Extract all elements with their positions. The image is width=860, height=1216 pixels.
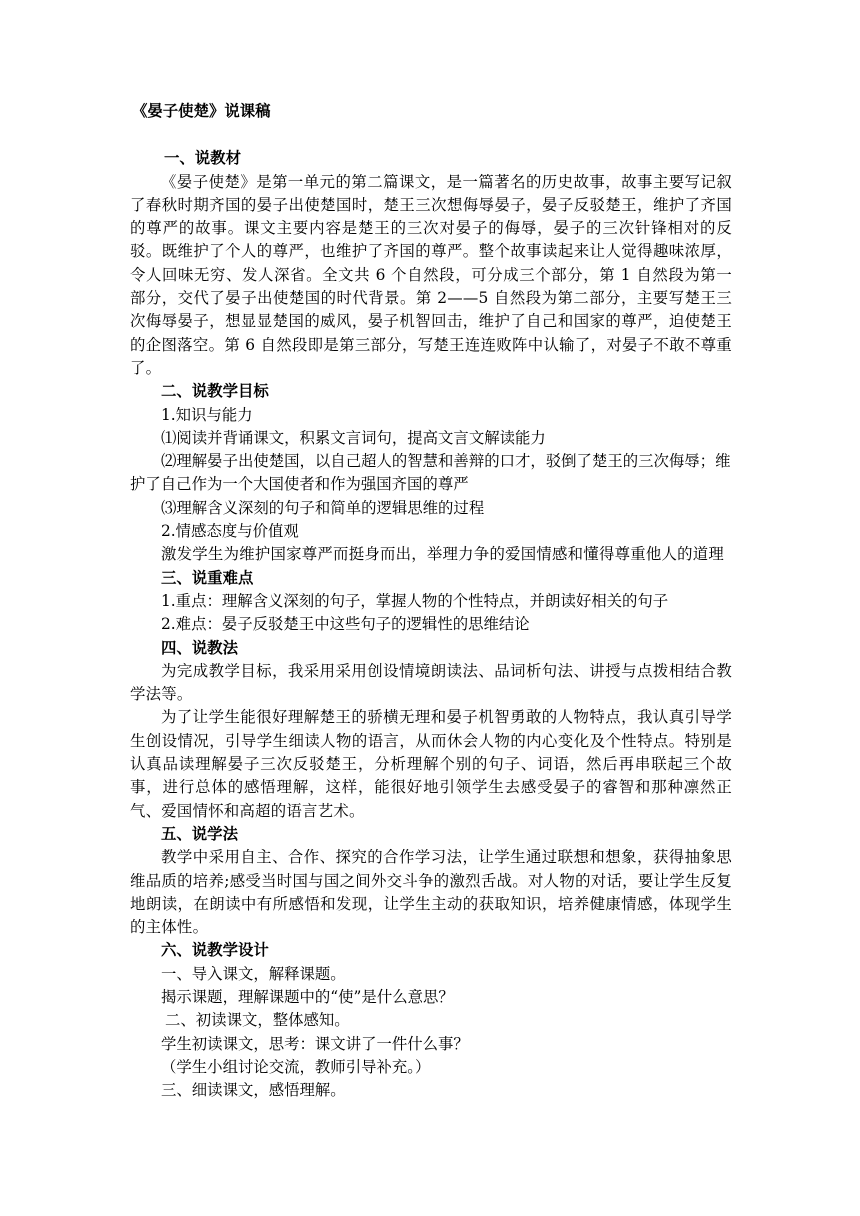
teaching-method-paragraph-2: 为了让学生能很好理解楚王的骄横无理和晏子机智勇敢的人物特点，我认真引导学生创设情况，引导学生细读人物的语言，从而休会人物的内心变化及个性特点。特别是认真品读理解晏子三次反驳楚王，分析理解个别的句子、词语，然后再串联起三个故事，进行总体的感悟理解，这样，能很好地引领学生去感受晏子的睿智和那种凛然正气、爱国情怀和高超的语言艺术。: [130, 708, 732, 820]
objective-subheading-knowledge: 1.知识与能力: [161, 405, 253, 424]
section-heading-objectives: 二、说教学目标: [161, 382, 269, 401]
section-heading-design: 六、说教学设计: [161, 941, 269, 960]
section-heading-key-points: 三、说重难点: [161, 568, 254, 587]
teaching-method-paragraph-1: 为完成教学目标，我采用采用创设情境朗读法、品词析句法、讲授与点拨相结合教学法等。: [130, 661, 732, 704]
design-step-1: 一、导入课文，解释课题。: [161, 964, 346, 983]
key-point-line: 1.重点：理解含义深刻的句子，掌握人物的个性特点，并朗读好相关的句子: [161, 591, 669, 610]
document-title: 《晏子使楚》说课稿: [132, 102, 271, 120]
design-step-2-detail: 学生初读课文，思考：课文讲了一件什么事？: [161, 1034, 469, 1053]
section-heading-learning-method: 五、说学法: [161, 824, 238, 843]
objective-emotion-paragraph: 激发学生为维护国家尊严而挺身而出，举理力争的爱国情感和懂得尊重他人的道理: [161, 545, 725, 564]
section-heading-textbook: 一、说教材: [164, 149, 241, 168]
document-page: [130, 100, 732, 1102]
textbook-paragraph: 《晏子使楚》是第一单元的第二篇课文，是一篇著名的历史故事，故事主要写记叙了春秋时期齐国的晏子出使楚国时，楚王三次想侮辱晏子，晏子反驳楚王，维护了齐国的尊严的故事。课文主要内容是楚王的三次对晏子的侮辱，晏子的三次针锋相对的反驳。既维护了个人的尊严，也维护了齐国的尊严。整个故事读起来让人觉得趣味浓厚，令人回味无穷、发人深省。全文共 6 个自然段，可分成三个部分，第 1 自然段为第一部分，交代了晏子出使楚国的时代背景。第 2——5 自然段为第二部分，主要写楚王三次侮辱晏子，想显显楚国的威风，晏子机智回击，维护了自己和国家的尊严，迫使楚王的企图落空。第 6 自然段即是第三部分，写楚王连连败阵中认输了，对晏子不敢不尊重了。: [130, 172, 732, 377]
objective-item-1: ⑴阅读并背诵课文，积累文言词句，提高文言文解读能力: [161, 428, 546, 447]
design-step-2-note: （学生小组讨论交流，教师引导补充。）: [161, 1057, 431, 1076]
objective-item-2: ⑵理解晏子出使楚国，以自己超人的智慧和善辩的口才，驳倒了楚王的三次侮辱；维护了自己作为一个大国使者和作为强国齐国的尊严: [130, 452, 731, 494]
section-heading-teaching-method: 四、说教法: [161, 638, 238, 657]
objective-subheading-emotion: 2.情感态度与价值观: [161, 522, 299, 541]
objective-item-3: ⑶理解含义深刻的句子和简单的逻辑思维的过程: [161, 498, 485, 517]
difficulty-line: 2.难点：晏子反驳楚王中这些句子的逻辑性的思维结论: [161, 615, 530, 634]
design-step-3: 三、细读课文，感悟理解。: [161, 1081, 346, 1100]
learning-method-paragraph: 教学中采用自主、合作、探究的合作学习法，让学生通过联想和想象，获得抽象思维品质的培养;感受当时国与国之间外交斗争的激烈舌战。对人物的对话，要让学生反复地朗读，在朗读中有所感悟和发现，让学生主动的获取知识，培养健康情感，体现学生的主体性。: [130, 848, 732, 937]
design-step-2: 二、初读课文，整体感知。: [165, 1011, 350, 1030]
design-step-1-detail: 揭示课题，理解课题中的“使”是什么意思？: [161, 987, 454, 1006]
